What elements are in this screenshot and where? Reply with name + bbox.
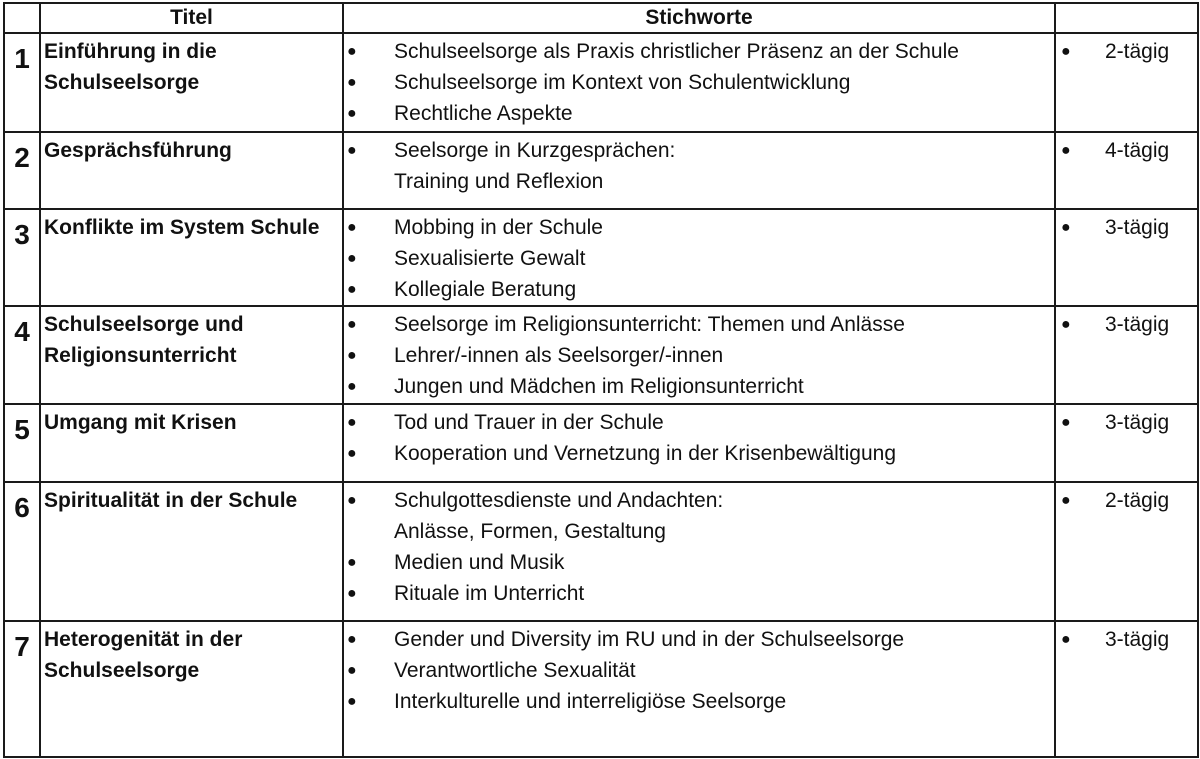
- keyword-item: [344, 135, 1054, 166]
- duration-item: [1056, 133, 1197, 166]
- keyword-text: Seelsorge im Religionsunterricht: Themen und Anlässe: [394, 313, 905, 336]
- bullet-icon: ●: [347, 693, 357, 710]
- keywords-cell: [343, 621, 1055, 757]
- duration-text: 3-tägig: [1105, 411, 1170, 434]
- keyword-item: [344, 516, 1054, 547]
- duration-cell: [1055, 132, 1198, 209]
- table-row: [4, 132, 1198, 209]
- duration-cell: [1055, 404, 1198, 482]
- keyword-list: [344, 622, 1054, 717]
- duration-cell: [1055, 621, 1198, 757]
- keyword-list: [344, 133, 1054, 197]
- keyword-text: Training und Reflexion: [394, 170, 604, 193]
- bullet-icon: ●: [347, 414, 357, 431]
- table-row: [4, 33, 1198, 132]
- duration-item: [1056, 622, 1197, 655]
- table-row: [4, 404, 1198, 482]
- row-number: 1: [4, 33, 40, 132]
- keyword-text: Rituale im Unterricht: [394, 582, 585, 605]
- bullet-icon: ●: [347, 347, 357, 364]
- bullet-icon: ●: [1061, 316, 1071, 333]
- keywords-cell: [343, 306, 1055, 404]
- keywords-cell: [343, 132, 1055, 209]
- header-num: [4, 3, 40, 33]
- table-row: [4, 306, 1198, 404]
- table-row: [4, 482, 1198, 621]
- keyword-text: Schulseelsorge im Kontext von Schulentwicklung: [394, 71, 851, 94]
- course-title: Umgang mit Krisen: [40, 404, 343, 482]
- keyword-text: Gender und Diversity im RU und in der Schulseelsorge: [394, 628, 905, 651]
- duration-item: [1056, 210, 1197, 243]
- course-title: Konflikte im System Schule: [40, 209, 343, 306]
- keywords-cell: [343, 482, 1055, 621]
- duration-cell: [1055, 482, 1198, 621]
- duration-text: 4-tägig: [1105, 139, 1170, 162]
- keyword-text: Interkulturelle und interreligiöse Seelsorge: [394, 690, 787, 713]
- table-body: [4, 33, 1198, 757]
- bullet-icon: ●: [347, 554, 357, 571]
- keyword-item: [344, 212, 1054, 243]
- keyword-text: Medien und Musik: [394, 551, 565, 574]
- bullet-icon: ●: [1061, 219, 1071, 236]
- keyword-item: [344, 686, 1054, 717]
- bullet-icon: ●: [1061, 43, 1071, 60]
- bullet-icon: ●: [347, 43, 357, 60]
- table-row: [4, 621, 1198, 757]
- row-number: 4: [4, 306, 40, 404]
- duration-text: 2-tägig: [1105, 489, 1170, 512]
- keyword-item: [344, 407, 1054, 438]
- keyword-text: Verantwortliche Sexualität: [394, 659, 636, 682]
- keyword-item: [344, 485, 1054, 516]
- duration-text: 3-tägig: [1105, 628, 1170, 651]
- keyword-item: [344, 98, 1054, 129]
- bullet-icon: ●: [347, 74, 357, 91]
- keyword-text: Mobbing in der Schule: [394, 216, 603, 239]
- bullet-icon: ●: [1061, 492, 1071, 509]
- row-number: 7: [4, 621, 40, 757]
- keyword-text: Schulseelsorge als Praxis christlicher Präsenz an der Schule: [394, 40, 959, 63]
- keyword-text: Seelsorge in Kurzgesprächen:: [394, 139, 676, 162]
- course-title: Schulseelsorge und Religionsunterricht: [40, 306, 343, 404]
- keywords-cell: [343, 404, 1055, 482]
- keyword-item: [344, 547, 1054, 578]
- duration-cell: [1055, 306, 1198, 404]
- duration-cell: [1055, 33, 1198, 132]
- keyword-item: [344, 243, 1054, 274]
- bullet-icon: ●: [1061, 631, 1071, 648]
- bullet-icon: ●: [347, 631, 357, 648]
- bullet-icon: ●: [347, 662, 357, 679]
- duration-item: [1056, 34, 1197, 67]
- keyword-text: Lehrer/-innen als Seelsorger/-innen: [394, 344, 724, 367]
- bullet-icon: ●: [1061, 414, 1071, 431]
- course-title: Einführung in die Schulseelsorge: [40, 33, 343, 132]
- course-title: Gesprächsführung: [40, 132, 343, 209]
- keyword-item: [344, 371, 1054, 402]
- keyword-item: [344, 309, 1054, 340]
- keyword-text: Jungen und Mädchen im Religionsunterricht: [394, 375, 804, 398]
- duration-cell: [1055, 209, 1198, 306]
- bullet-icon: ●: [347, 219, 357, 236]
- keyword-text: Sexualisierte Gewalt: [394, 247, 586, 270]
- keywords-cell: [343, 33, 1055, 132]
- header-row: [4, 3, 1198, 33]
- header-title: Titel: [40, 3, 343, 33]
- keyword-list: [344, 34, 1054, 129]
- keyword-text: Rechtliche Aspekte: [394, 102, 573, 125]
- bullet-icon: ●: [347, 142, 357, 159]
- keyword-list: [344, 307, 1054, 402]
- bullet-icon: ●: [347, 281, 357, 298]
- course-table: [3, 2, 1199, 758]
- duration-item: [1056, 483, 1197, 516]
- duration-text: 3-tägig: [1105, 216, 1170, 239]
- keyword-text: Anlässe, Formen, Gestaltung: [394, 520, 666, 543]
- row-number: 2: [4, 132, 40, 209]
- duration-item: [1056, 307, 1197, 340]
- bullet-icon: ●: [347, 316, 357, 333]
- duration-text: 3-tägig: [1105, 313, 1170, 336]
- keyword-item: [344, 340, 1054, 371]
- row-number: 3: [4, 209, 40, 306]
- bullet-icon: ●: [1061, 142, 1071, 159]
- keyword-item: [344, 274, 1054, 305]
- keyword-list: [344, 405, 1054, 469]
- row-number: 5: [4, 404, 40, 482]
- keyword-text: Kollegiale Beratung: [394, 278, 577, 301]
- bullet-icon: ●: [347, 492, 357, 509]
- keywords-cell: [343, 209, 1055, 306]
- keyword-item: [344, 624, 1054, 655]
- course-title: Heterogenität in der Schulseelsorge: [40, 621, 343, 757]
- table-header: [4, 3, 1198, 33]
- keyword-list: [344, 483, 1054, 609]
- bullet-icon: ●: [347, 105, 357, 122]
- bullet-icon: ●: [347, 378, 357, 395]
- table-row: [4, 209, 1198, 306]
- duration-item: [1056, 405, 1197, 438]
- keyword-item: [344, 438, 1054, 469]
- keyword-text: Kooperation und Vernetzung in der Krisenbewältigung: [394, 442, 897, 465]
- header-duration: [1055, 3, 1198, 33]
- keyword-item: [344, 578, 1054, 609]
- keyword-text: Tod und Trauer in der Schule: [394, 411, 664, 434]
- bullet-icon: ●: [347, 585, 357, 602]
- keyword-item: [344, 655, 1054, 686]
- bullet-icon: ●: [347, 250, 357, 267]
- keyword-text: Schulgottesdienste und Andachten:: [394, 489, 724, 512]
- row-number: 6: [4, 482, 40, 621]
- header-keywords: Stichworte: [343, 3, 1055, 33]
- keyword-item: [344, 166, 1054, 197]
- keyword-list: [344, 210, 1054, 305]
- bullet-icon: ●: [347, 445, 357, 462]
- keyword-item: [344, 67, 1054, 98]
- duration-text: 2-tägig: [1105, 40, 1170, 63]
- keyword-item: [344, 36, 1054, 67]
- course-title: Spiritualität in der Schule: [40, 482, 343, 621]
